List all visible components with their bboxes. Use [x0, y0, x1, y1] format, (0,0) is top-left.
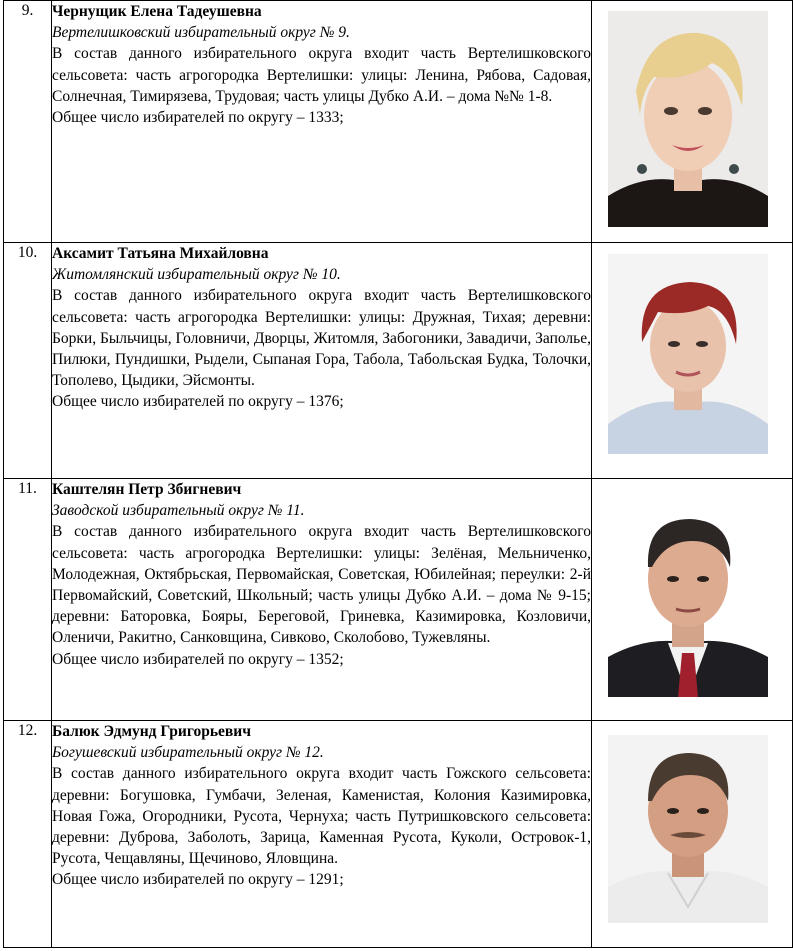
candidate-info — [52, 479, 592, 721]
photo-cell — [592, 243, 793, 479]
table-row — [4, 1, 793, 243]
candidate-info — [52, 1, 592, 243]
row-number: 9. — [4, 1, 52, 243]
district-description: В состав данного избирательного округа входит часть Гожского сельсовета: деревни: Богушовка, Гумбачи, Зеленая, Каменистая, Колония Казимировка, Новая Гожа, Огородники, Русота, Чернуха; часть Путришковского сельсовета: деревни: Дуброва, Заболоть, Зарица, Каменная Русота, Куколи, Островок-1, Русота, Чещавляны, Щечиново, Яловщина. — [52, 765, 591, 868]
table-row — [4, 479, 793, 721]
row-number: 11. — [4, 479, 52, 721]
photo-cell — [592, 1, 793, 243]
candidate-photo — [608, 735, 768, 923]
district-name: Вертелишковский избирательный округ № 9. — [52, 24, 350, 42]
candidate-name: Каштелян Петр Збигневич — [52, 481, 242, 498]
candidate-name: Аксамит Татьяна Михайловна — [52, 245, 269, 262]
candidate-name: Чернущик Елена Тадеушевна — [52, 3, 262, 20]
candidate-photo — [608, 254, 768, 454]
voter-total: Общее число избирателей по округу – 1352; — [52, 650, 344, 668]
voter-total: Общее число избирателей по округу – 1376; — [52, 393, 344, 411]
table-row — [4, 243, 793, 479]
candidate-info — [52, 243, 592, 479]
district-description: В состав данного избирательного округа входит часть Вертелишковского сельсовета: часть агрогородка Вертелишки: улицы: Ленина, Рябова, Садовая, Солнечная, Тимирязева, Трудовая; часть улицы Дубко А.И. – дома №№ 1-8. — [52, 45, 591, 105]
voter-total: Общее число избирателей по округу – 1291; — [52, 871, 344, 889]
table-row — [4, 721, 793, 948]
district-name: Житомлянский избирательный округ № 10. — [52, 266, 341, 284]
voter-total: Общее число избирателей по округу – 1333; — [52, 109, 344, 127]
row-number: 12. — [4, 721, 52, 948]
district-name: Заводской избирательный округ № 11. — [52, 502, 305, 520]
candidate-photo — [608, 497, 768, 697]
district-name: Богушевский избирательный округ № 12. — [52, 744, 324, 762]
candidate-info — [52, 721, 592, 948]
district-description: В состав данного избирательного округа входит часть Вертелишковского сельсовета: часть агрогородка Вертелишки: улицы: Дружная, Тихая; деревни: Борки, Быльчицы, Головничи, Дворцы, Житомля, Забогоники, Завадичи, Заполье, Пилюки, Пундишки, Рыдели, Сыпаная Гора, Табола, Табольская Будка, Толочки, Тополево, Цыдики, Эйсмонты. — [52, 287, 591, 390]
photo-cell — [592, 479, 793, 721]
candidates-table — [3, 0, 793, 948]
row-number: 10. — [4, 243, 52, 479]
photo-cell — [592, 721, 793, 948]
candidate-photo — [608, 11, 768, 227]
district-description: В состав данного избирательного округа входит часть Вертелишковского сельсовета: часть агрогородка Вертелишки: улицы: Зелёная, Мельниченко, Молодежная, Октябрьская, Первомайская, Советская, Юбилейная; переулки: 2-й Первомайский, Советский, Школьный; часть улицы Дубко А.И. – дома № 9-15; деревни: Батоpовка, Бояры, Береговой, Гриневка, Казимировка, Козловичи, Оленичи, Ракитно, Санковщина, Сивково, Сколобово, Тужевляны. — [52, 523, 591, 647]
candidate-name: Балюк Эдмунд Григорьевич — [52, 723, 251, 740]
